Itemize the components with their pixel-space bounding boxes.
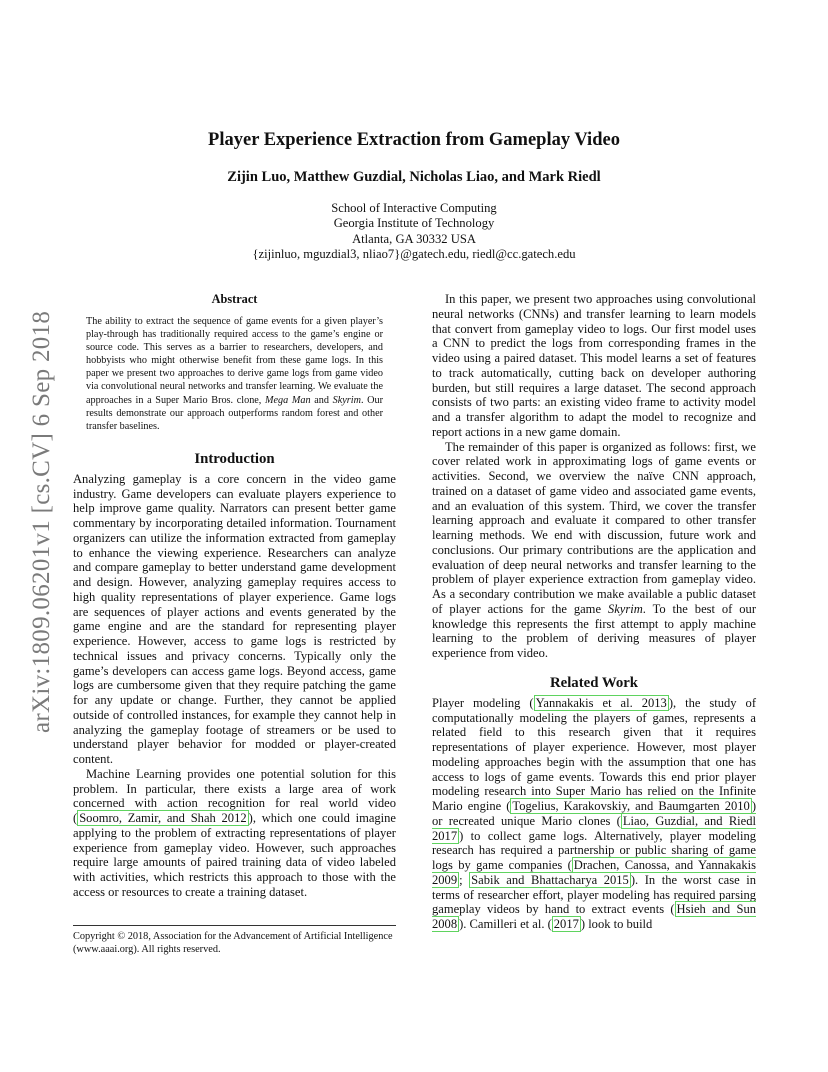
copyright-notice: Copyright © 2018, Association for the Advancement of Artificial Intelligence (www.aaai.org). All rights reserved. — [73, 925, 396, 956]
body-paragraph: The remainder of this paper is organized as follows: first, we cover related work in approximating logs of game events or activities. Second, we overview the naïve CNN approach, trained on a dataset of game video and associated game events, and an evaluation of this system. Third, we cover the transfer learning approach and evaluate it compared to other transfer learning methods. We end with discussion, future work and conclusions. Our primary contributions are the application and evaluation of deep neural networks and transfer learning to the problem of player experience extraction from gameplay video. As a secondary contribution we make available a public dataset of player actions for the game Skyrim. To the best of our knowledge this represents the first attempt to apply machine learning to the problem of deriving measures of player experience from video. — [432, 439, 756, 660]
left-column — [73, 292, 396, 900]
citation-link[interactable]: Yannakakis et al. 2013 — [535, 695, 667, 710]
citation-link[interactable]: Liao, Guzdial, and Riedl 2017 — [432, 813, 757, 843]
citation-link[interactable]: Hsieh and Sun 2008 — [432, 902, 756, 931]
affiliation-line: School of Interactive Computing — [331, 201, 497, 215]
citation-link[interactable]: 2017 — [553, 917, 579, 931]
paper-authors: Zijin Luo, Matthew Guzdial, Nicholas Liao, and Mark Riedl — [227, 169, 601, 185]
related-work-paragraph: Player modeling ( Yannakakis et al. 2013 ), the study of computationally modeling the players of games, represents a related field to this research given that it requires representations of player experience. However, most player modeling approaches begin with the assumption that one has access to logs of game events. Towards this end prior player modeling research into Super Mario has relied on the Infinite Mario engine ( Togelius, Karakovskiy, and Baumgarten 2010 ) or recreated unique Mario clones ( Liao, Guzdial, and Riedl 2017 ) to collect game logs. Alternatively, player modeling research has required a partnership or public sharing of game logs by game companies ( Drachen, Canossa, and Yannakakis 2009 ; Sabik and Bhattacharya 2015 ). In the worst case in terms of researcher effort, player modeling has required parsing gameplay videos by hand to extract events ( Hsieh and Sun 2008 ). Camilleri et al. ( 2017 ) look to build — [432, 695, 757, 931]
affiliation — [0, 201, 828, 263]
abstract-heading: Abstract — [211, 292, 258, 306]
citation-link[interactable]: Sabik and Bhattacharya 2015 — [471, 872, 629, 887]
affiliation-emails: {zijinluo, mguzdial3, nliao7}@gatech.edu, riedl@cc.gatech.edu — [252, 247, 576, 262]
arxiv-identifier: arXiv:1809.06201v1 [cs.CV] 6 Sep 2018 — [28, 310, 55, 734]
citation-link[interactable]: Drachen, Canossa, and Yannakakis 2009 — [432, 858, 756, 887]
right-column — [432, 292, 756, 932]
introduction-paragraph: Machine Learning provides one potential solution for this problem. In particular, there exists a large area of work concerned with action recognition for real world video ( Soomro, Zamir, and Shah 2012 ), which one could imagine applying to the problem of extracting representations of player experience from gameplay video. However, such approaches require large amounts of paired training data of video labeled with activities, which restricts this approach to those with the access or resources to create a training dataset. — [73, 766, 397, 899]
affiliation-line: Georgia Institute of Technology — [333, 216, 495, 231]
body-paragraph: In this paper, we present two approaches using convolutional neural networks (CNNs) and transfer learning to learn models that convert from gameplay video to logs. Our first model uses a CNN to predict the logs from corresponding frames in the video using a paired dataset. This model learns a set of features to track automatically, cutting back on developer authoring burden, but still requires a large dataset. The second approach consists of two parts: an existing video frame to activity model and a transfer algorithm to adapt the model to recognize and report actions in a new game domain. — [432, 292, 756, 439]
abstract-text: The ability to extract the sequence of game events for a given player’s play-through has traditionally required access to the game’s engine or source code. This serves as a barrier to researchers, developers, and hobbyists who might otherwise benefit from these game logs. In this paper we present two approaches to derive game logs from game video via convolutional neural networks and transfer learning. We evaluate the approaches in a Super Mario Bros. clone, Mega Man and Skyrim. Our results demonstrate our approach outperforms random forest and other transfer baselines. — [86, 316, 383, 432]
introduction-heading: Introduction — [194, 450, 275, 467]
affiliation-line: Atlanta, GA 30332 USA — [352, 231, 476, 246]
citation-link[interactable]: Togelius, Karakovskiy, and Baumgarten 2010 — [512, 799, 750, 813]
citation-link[interactable]: Soomro, Zamir, and Shah 2012 — [79, 811, 247, 826]
introduction-paragraph: Analyzing gameplay is a core concern in the video game industry. Game developers can evaluate players experience to help improve game quality. Narrators can present better game commentary by incorporating detailed information. Tournament organizers can utilize the information extracted from gameplay to enhance the viewing experience. Researchers can analyze and compare gameplay to better understand game development and design. However, analyzing gameplay requires access to high quality representations of player experience. Game logs are sequences of player actions and events generated by the game engine and are the standard for representing player experience. However, access to game logs is restricted by technical issues and privacy concerns. Typically only the game’s developers can access game logs. Beyond access, game logs are cumbersome given that they require patching the game for any update or change. Further, they cannot be applied outside of controlled instances, for example they cannot help in analyzing the gameplay footage of streamers or be used to understand player behavior for modded or player-created content. — [73, 471, 396, 767]
related-work-heading: Related Work — [549, 674, 639, 691]
paper-title: Player Experience Extraction from Gameplay Video — [208, 130, 620, 150]
